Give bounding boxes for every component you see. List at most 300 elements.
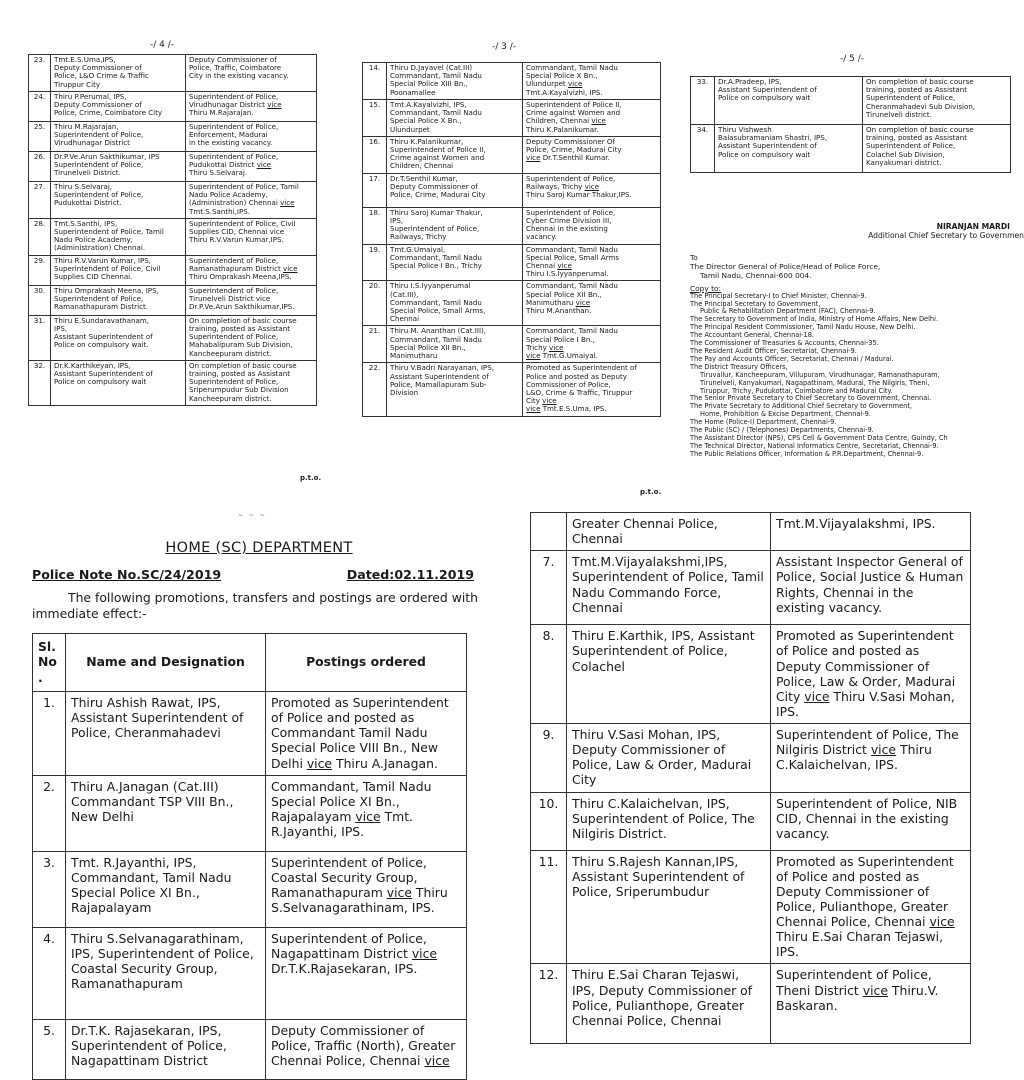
copy-to-item: The Accountant General, Chennai-18. — [690, 331, 814, 340]
name-designation-cell — [51, 91, 186, 121]
vice-word: vice — [280, 198, 295, 208]
cell-line: Commandant, Tamil Nadu — [526, 244, 618, 254]
posting-cell: Superintendent of Police, Nagapattinam District vice Dr.T.K.Rajasekaran, IPS. — [266, 927, 467, 1019]
cell-line: Thiru E.Sundaravathanam, — [54, 315, 149, 325]
table-row — [531, 513, 971, 551]
cell-line: On completion of basic course — [866, 77, 974, 86]
cell-line: Manimutharu vice — [526, 297, 591, 307]
copy-to-item: The Senior Private Secretary to Chief Secretary to Government, Chennai. — [690, 394, 932, 403]
cell-line: On completion of basic course — [866, 125, 974, 134]
cell-line: Police, Traffic, Coimbatore — [189, 63, 282, 73]
table-row — [29, 91, 317, 121]
name-designation-cell — [387, 207, 523, 244]
table-row — [29, 218, 317, 255]
cell-line: Superintendent of Police, Tamil — [54, 226, 164, 236]
serial-number-cell: 20. — [363, 281, 387, 326]
cell-line: Special Police, Small Arms — [526, 252, 620, 262]
posting-cell — [186, 255, 317, 285]
cell-line: Ulundurpet vice — [526, 79, 583, 89]
table-row — [29, 55, 317, 92]
cell-line: Deputy Commissioner of — [54, 100, 142, 110]
cell-line: Police, Crime, Coimbatore City — [54, 108, 163, 118]
page-1-panel — [28, 510, 490, 1068]
posting-cell: Promoted as Superintendent of Police and posted as Deputy Commissioner of Police, Law & Order, Madurai City vice Thiru V.Sasi Mohan, IPS. — [771, 625, 971, 724]
cell-line: Assistant Superintendent of — [54, 332, 153, 342]
table-row — [29, 360, 317, 405]
name-designation-cell — [51, 181, 186, 218]
cell-line: Special Police X Bn., — [390, 116, 462, 126]
page-number-label: -/ 4 /- — [150, 40, 175, 50]
serial-number-cell: 1. — [33, 692, 66, 776]
copy-to-item: The Assistant Director (NPS), CPS Cell & Government Data Centre, Guindy, Ch — [690, 433, 948, 442]
vice-word: vice — [862, 982, 888, 998]
name-designation-cell: Thiru V.Sasi Mohan, IPS, Deputy Commissioner of Police, Law & Order, Madurai City — [567, 724, 771, 793]
cell-line: Nadu Police Academy, — [54, 235, 133, 245]
serial-number-cell: 7. — [531, 551, 567, 625]
posting-cell — [186, 181, 317, 218]
posting-cell: Superintendent of Police, Coastal Security Group, Ramanathapuram vice Thiru S.Selvanagarathinam, IPS. — [266, 851, 467, 927]
table-row — [363, 173, 661, 207]
page-3-panel — [362, 42, 670, 500]
police-note-number: Police Note No.SC/24/2019 — [32, 567, 222, 582]
cell-line: Commandant, Tamil Nadu — [390, 71, 482, 81]
cell-line: Commandant, Tamil Nadu — [526, 281, 618, 291]
cell-line: Ramanathapuram District vice — [189, 263, 298, 273]
cell-line: Thiru P.Perumal, IPS, — [54, 91, 127, 101]
posting-cell: Promoted as Superintendent of Police and posted as Deputy Commissioner of Police, Pulianthope, Greater Chennai Police, Chennai vice Thiru E.Sai Charan Tejaswi, IPS. — [771, 850, 971, 964]
cell-line: Nadu Police Academy, — [189, 190, 268, 200]
cell-line: Children, Chennai vice — [526, 116, 606, 126]
table-row — [531, 551, 971, 625]
vice-word: vice — [549, 342, 564, 352]
signatory-name: NIRANJAN MARDI — [936, 222, 1010, 231]
cell-line: Deputy Commissioner of — [189, 55, 277, 64]
table-row — [29, 151, 317, 181]
cell-line: training, posted as Assistant — [866, 133, 968, 143]
orders-table-page-1 — [32, 633, 467, 1080]
cell-line: Police and posted as Deputy — [526, 371, 627, 381]
name-designation-cell: Thiru S.Rajesh Kannan,IPS, Assistant Superintendent of Police, Sriperumbudur — [567, 850, 771, 964]
cell-line: Deputy Commissioner Of — [526, 136, 615, 146]
cell-line: training, posted as Assistant — [189, 368, 291, 378]
table-row — [531, 850, 971, 964]
cell-line: Poonamallee — [390, 87, 436, 97]
serial-number-cell: 8. — [531, 625, 567, 724]
page-5-panel — [690, 54, 1024, 510]
cell-line: Enforcement, Madurai — [189, 130, 268, 140]
cell-line: Tmt.S.Santhi,IPS. — [189, 206, 251, 216]
posting-cell: Assistant Inspector General of Police, Social Justice & Human Rights, Chennai in the existing vacancy. — [771, 551, 971, 625]
vice-word: vice — [870, 742, 897, 758]
posting-cell — [523, 363, 661, 416]
cell-line: Deputy Commissioner of — [390, 181, 478, 191]
cell-line: Thiru M.Rajarajan. — [189, 108, 254, 118]
copy-to-item: Tiruppur, Trichy, Pudukottai, Coimbatore and Madurai City. — [700, 386, 893, 395]
col-sl-no: Sl. No. — [33, 634, 66, 692]
cell-line: Superintendent of Police, — [189, 255, 279, 265]
name-designation-cell: Thiru S.Selvanagarathinam, IPS, Superintendent of Police, Coastal Security Group, Ramanathapuram — [66, 927, 266, 1019]
name-designation-cell — [715, 77, 863, 125]
cell-line: Tiruppur City — [54, 79, 101, 89]
table-row — [29, 255, 317, 285]
vice-word: vice — [557, 260, 572, 270]
table-row — [691, 125, 1011, 173]
cell-line: Police, L&O Crime & Traffic — [54, 71, 149, 81]
copy-to-item: The Principal Secretary to Government, — [690, 299, 821, 308]
posting-cell: Promoted as Superintendent of Police and posted as Commandant Tamil Nadu Special Police VIII Bn., New Delhi vice Thiru A.Janagan. — [266, 692, 467, 776]
table-row — [691, 77, 1011, 125]
copy-to-item: The Public (SC) / (Telephones) Departments, Chennai-9. — [690, 426, 874, 435]
table-row — [363, 136, 661, 173]
serial-number-cell: 5. — [33, 1019, 66, 1079]
cell-line: (Cat.III), — [390, 289, 419, 299]
posting-cell — [186, 315, 317, 360]
posting-cell — [186, 91, 317, 121]
copy-to-item: The Principal Secretary-I to Chief Minister, Chennai-9. — [690, 291, 867, 300]
copy-to-item: The Secretary to Government of India, Ministry of Home Affairs, New Delhi. — [690, 315, 939, 324]
vice-word: vice — [575, 297, 591, 307]
col-name-designation: Name and Designation — [66, 634, 266, 692]
name-designation-cell — [387, 173, 523, 207]
name-designation-cell: Thiru A.Janagan (Cat.III) Commandant TSP VIII Bn., New Delhi — [66, 775, 266, 851]
cell-line: Thiru Omprakash Meena, IPS, — [54, 285, 159, 295]
posting-cell — [523, 173, 661, 207]
cell-line: Sriperumpudur Sub Division — [189, 385, 289, 395]
posting-cell: Deputy Commissioner of Police, Traffic (North), Greater Chennai Police, Chennai vice — [266, 1019, 467, 1079]
table-row — [33, 927, 467, 1019]
posting-cell — [186, 55, 317, 92]
cell-line: (Administration) Chennai vice — [189, 198, 295, 208]
cell-line: Tmt.E.S.Uma,IPS, — [54, 55, 116, 64]
vice-word: vice — [267, 100, 282, 110]
serial-number-cell: 10. — [531, 792, 567, 850]
copy-to-item: The District Treasury Officers, — [690, 362, 788, 371]
cell-line: Thiru M.Ananthan. — [526, 306, 592, 316]
name-designation-cell — [51, 285, 186, 315]
name-designation-cell — [51, 218, 186, 255]
copy-to-item: Tirunelveli, Kanyakumari, Nagapattinam, Madurai, The Nilgiris, Theni, — [700, 378, 930, 387]
vice-word: vice — [526, 404, 541, 414]
cell-line: Superintendent of Police, — [54, 293, 144, 303]
cell-line: Special Police, Small Arms, — [390, 306, 486, 316]
name-designation-cell: Dr.T.K. Rajasekaran, IPS, Superintendent of Police, Nagapattinam District — [66, 1019, 266, 1079]
cell-line: Railways, Trichy vice — [526, 181, 600, 191]
cell-line: Kancheepuram district. — [189, 393, 272, 403]
cell-line: Deputy Commissioner of — [54, 63, 142, 73]
cell-line: Tmt.G.Umaiyal, — [390, 244, 446, 254]
table-row — [363, 99, 661, 136]
serial-number-cell: 27. — [29, 181, 51, 218]
cell-line: Thiru Saroj Kumar Thakur,IPS. — [526, 190, 632, 200]
name-designation-cell — [387, 363, 523, 416]
page-number-label: -/ 3 /- — [492, 42, 517, 52]
cell-line: Police, Crime, Madurai City — [526, 144, 622, 154]
posting-cell — [523, 63, 661, 100]
copy-to-item: The Public Relations Officer, Information & P.R.Department, Chennai-9. — [690, 449, 924, 458]
serial-number-cell: 15. — [363, 99, 387, 136]
serial-number-cell: 30. — [29, 285, 51, 315]
vice-word: vice — [306, 755, 333, 771]
copy-to-item: The Pay and Accounts Officer, Secretariat, Chennai / Madurai. — [690, 354, 894, 363]
table-row — [33, 775, 467, 851]
page-2-panel — [530, 512, 1024, 1028]
posting-cell — [186, 121, 317, 151]
to-label: To — [690, 252, 698, 262]
serial-number-cell: 32. — [29, 360, 51, 405]
cell-line: Thiru Omprakash Meena,IPS. — [189, 272, 292, 282]
cell-line: Special Police I Bn., — [526, 334, 595, 344]
cell-line: Manimutharu — [390, 351, 438, 361]
table-row — [363, 281, 661, 326]
cell-line: Commissioner of Police, — [526, 379, 611, 389]
cell-line: Special Police X Bn., — [526, 71, 598, 81]
vice-word: vice — [567, 79, 583, 89]
orders-table-page-2 — [530, 512, 971, 1044]
serial-number-cell: 33. — [691, 77, 715, 125]
cell-line: Pudukottai District vice — [189, 160, 272, 170]
cell-line: Promoted as Superintendent of — [526, 363, 637, 373]
cell-line: Dr.K.Karthikeyan, IPS, — [54, 360, 131, 370]
cell-line: L&O, Crime & Traffic, Tiruppur — [526, 388, 633, 397]
table-row — [531, 792, 971, 850]
cell-line: Thiru K.Palanikumar. — [526, 124, 599, 134]
copy-to-list — [690, 293, 1024, 459]
cell-line: Commandant, Tamil Nadu — [526, 63, 618, 72]
signature-block — [690, 222, 1024, 459]
copy-to-item: Home, Prohibition & Excise Department, Chennai-9. — [700, 410, 871, 419]
name-designation-cell: Tmt.M.Vijayalakshmi,IPS, Superintendent of Police, Tamil Nadu Commando Force, Chennai — [567, 551, 771, 625]
table-row — [33, 692, 467, 776]
name-designation-cell — [387, 136, 523, 173]
cell-line: Tmt.S.Santhi, IPS, — [54, 218, 118, 228]
cell-line: Superintendent of Police II, — [526, 99, 622, 109]
cell-line: IPS, — [390, 215, 404, 225]
table-row — [531, 724, 971, 793]
cell-line: Supplies CID, Chennai vice — [189, 226, 285, 236]
table-row — [29, 181, 317, 218]
orders-table-page-5 — [690, 76, 1011, 173]
cell-line: Thiru Vishwesh — [718, 125, 772, 134]
cell-line: Kancheepuram district. — [189, 348, 272, 358]
cell-line: Commandant, Tamil Nadu — [390, 334, 482, 344]
serial-number-cell: 31. — [29, 315, 51, 360]
cell-line: Superintendent of Police, — [189, 377, 279, 387]
cell-line: Children, Chennai — [390, 161, 454, 171]
name-designation-cell — [715, 125, 863, 173]
cell-line: Virudhunagar District — [54, 138, 130, 148]
posting-cell — [863, 77, 1011, 125]
name-designation-cell — [51, 360, 186, 405]
posting-cell: Superintendent of Police, The Nilgiris District vice Thiru C.Kalaichelvan, IPS. — [771, 724, 971, 793]
addressee-line: The Director General of Police/Head of Police Force, — [690, 261, 881, 271]
cell-line: Colachel Sub Division, — [866, 149, 945, 159]
serial-number-cell: 21. — [363, 326, 387, 363]
vice-word: vice — [355, 808, 381, 824]
serial-number-cell: 23. — [29, 55, 51, 92]
vice-word: vice — [542, 396, 557, 406]
serial-number-cell: 9. — [531, 724, 567, 793]
cell-line: vacancy. — [526, 232, 557, 242]
posting-cell — [863, 125, 1011, 173]
posting-cell — [523, 99, 661, 136]
cell-line: Railways, Trichy — [390, 232, 447, 242]
name-designation-cell — [51, 121, 186, 151]
name-designation-cell — [387, 326, 523, 363]
addressee-lines — [690, 262, 1024, 280]
name-designation-cell — [387, 244, 523, 281]
table-row — [363, 363, 661, 416]
posting-cell: Superintendent of Police, Theni District vice Thiru.V. Baskaran. — [771, 964, 971, 1044]
cell-line: Police on compulsory wait — [54, 377, 147, 387]
name-designation-cell: Thiru Ashish Rawat, IPS, Assistant Superintendent of Police, Cheranmahadevi — [66, 692, 266, 776]
cell-line: Superintendent of Police, — [189, 332, 279, 342]
posting-cell — [523, 244, 661, 281]
table-row — [363, 244, 661, 281]
cell-line: IPS, — [54, 323, 68, 333]
serial-number-cell: 16. — [363, 136, 387, 173]
vice-word: vice — [283, 263, 298, 273]
cell-line: Police on compulsory wait — [718, 93, 811, 103]
cell-line: Thiru K.Palanikumar, — [390, 136, 464, 146]
cell-line: Commandant, Tamil Nadu — [390, 108, 482, 118]
orders-table-page-3 — [362, 62, 661, 417]
cell-line: vice Tmt.E.S.Uma, IPS. — [526, 404, 607, 414]
cell-line: Superintendent of Police, — [866, 141, 956, 151]
copy-to-item: The Private Secretary to Additional Chief Secretary to Government, — [690, 402, 913, 411]
serial-number-cell: 17. — [363, 173, 387, 207]
cell-line: Police on compulsory wait. — [54, 340, 149, 350]
cell-line: Assistant Superintendent of — [718, 85, 817, 95]
cell-line: Thiru S.Selvaraj, — [54, 181, 113, 191]
copy-to-label: Copy to: — [690, 283, 722, 293]
cell-line: Chennai — [390, 314, 420, 324]
cell-line: Thiru M.Rajarajan, — [54, 121, 119, 131]
cell-line: Division — [390, 388, 419, 397]
name-designation-cell — [387, 99, 523, 136]
table-row — [363, 63, 661, 100]
cell-line: Virudhunagar District vice — [189, 100, 282, 110]
table-row — [363, 207, 661, 244]
cell-line: Special Police XIII Bn., — [390, 79, 468, 89]
cell-line: Superintendent of Police, — [189, 151, 279, 161]
cell-line: in the existing vacancy. — [189, 138, 273, 148]
emblem: ~ ~ ~ — [238, 512, 267, 519]
cell-line: vice Dr.T.Senthil Kumar. — [526, 153, 610, 163]
serial-number-cell: 19. — [363, 244, 387, 281]
serial-number-cell: 24. — [29, 91, 51, 121]
posting-cell — [523, 207, 661, 244]
vice-word: vice — [411, 945, 438, 961]
name-designation-cell — [387, 63, 523, 100]
serial-number-cell: 11. — [531, 850, 567, 964]
cell-line: Cyber Crime Division III, — [526, 215, 612, 225]
cell-line: Special Police XII Bn., — [526, 289, 602, 299]
orders-table-page-4 — [28, 54, 317, 406]
serial-number-cell: 4. — [33, 927, 66, 1019]
cell-line: Pudukottai District. — [54, 198, 122, 208]
cell-line: Superintendent of Police, — [390, 224, 480, 234]
copy-to-item: Tiruvallur, Kancheepuram, Villupuram, Virudhunagar, Ramanathapuram, — [700, 370, 940, 379]
cell-line: Crime against Women and — [390, 153, 485, 163]
cell-line: Assistant Superintendent of — [390, 371, 489, 381]
cell-line: Commandant, Tamil Nadu — [390, 297, 482, 307]
posting-cell — [523, 281, 661, 326]
cell-line: vice Tmt.G.Umaiyal. — [526, 351, 598, 361]
table-row — [33, 851, 467, 927]
cell-line: Dr.T.Senthil Kumar, — [390, 173, 458, 183]
cell-line: Special Police XII Bn., — [390, 342, 466, 352]
posting-cell — [186, 285, 317, 315]
vice-word: vice — [526, 153, 541, 163]
cell-line: Chennai vice — [526, 260, 572, 270]
cell-line: Kanyakumari district. — [866, 157, 942, 167]
cell-line: Dr.P.Ve.Arun Sakthikumar,IPS. — [189, 302, 295, 312]
name-designation-cell: Thiru C.Kalaichelvan, IPS, Superintendent of Police, The Nilgiris District. — [567, 792, 771, 850]
serial-number-cell: 2. — [33, 775, 66, 851]
vice-word: vice — [386, 884, 412, 900]
serial-number-cell: 25. — [29, 121, 51, 151]
table-row — [33, 1019, 467, 1079]
addressee-line: Tamil Nadu, Chennai-600 004. — [700, 270, 812, 280]
posting-cell: Superintendent of Police, NIB CID, Chennai in the existing vacancy. — [771, 792, 971, 850]
department-title: HOME (SC) DEPARTMENT — [165, 540, 353, 556]
cell-line: Balasubramaniam Shastri, IPS, — [718, 133, 828, 143]
serial-number-cell — [531, 513, 567, 551]
table-row — [531, 964, 971, 1044]
table-row — [29, 121, 317, 151]
cell-line: Tmt.A.Kayalvizhi, IPS. — [526, 87, 603, 97]
posting-cell — [186, 151, 317, 181]
name-designation-cell: Greater Chennai Police, Chennai — [567, 513, 771, 551]
cell-line: Superintendent of Police, — [54, 160, 144, 170]
posting-cell — [186, 360, 317, 405]
page-number-label: -/ 5 /- — [840, 54, 865, 64]
cell-line: Assistant Superintendent of — [718, 141, 817, 151]
cell-line: Trichy vice — [526, 342, 564, 352]
col-postings-ordered: Postings ordered — [266, 634, 467, 692]
serial-number-cell: 14. — [363, 63, 387, 100]
cell-line: Superintendent of Police, — [54, 130, 144, 140]
cell-line: Superintendent of Police, — [526, 207, 616, 217]
note-date: Dated:02.11.2019 — [346, 567, 474, 582]
vice-word: vice — [804, 688, 830, 704]
posting-cell: Commandant, Tamil Nadu Special Police XI Bn., Rajapalayam vice Tmt. R.Jayanthi, IPS. — [266, 775, 467, 851]
cell-line: Dr.A.Pradeep, IPS, — [718, 77, 782, 86]
pto-label: p.t.o. — [640, 488, 662, 496]
cell-line: Thiru Saroj Kumar Thakur, — [390, 207, 483, 217]
serial-number-cell: 29. — [29, 255, 51, 285]
cell-line: Thiru I.S.Iyyanperumal — [390, 281, 471, 291]
vice-word: vice — [929, 914, 955, 929]
cell-line: City in the existing vacancy. — [189, 71, 289, 81]
vice-word: vice — [526, 351, 541, 361]
cell-line: training, posted as Assistant — [189, 323, 291, 333]
cell-line: Mahabalipuram Sub Division, — [189, 340, 293, 350]
cell-line: Assistant Superintendent of — [54, 368, 153, 378]
serial-number-cell: 28. — [29, 218, 51, 255]
cell-line: Superintendent of Police, — [189, 285, 279, 295]
copy-to-item: Public & Rehabilitation Department (FAC), Chennai-9. — [700, 307, 876, 316]
cell-line: Dr.P.Ve.Arun Sakthikumar, IPS — [54, 151, 160, 161]
serial-number-cell: 22. — [363, 363, 387, 416]
vice-word: vice — [591, 116, 606, 126]
cell-line: Thiru D.Jayavel (Cat.III) — [390, 63, 473, 72]
cell-line: Tirunelveli District vice — [189, 293, 271, 303]
cell-line: Chennai in the existing — [526, 224, 608, 234]
cell-line: Superintendent of Police II, — [390, 144, 486, 154]
name-designation-cell — [387, 281, 523, 326]
posting-cell: Tmt.M.Vijayalakshmi, IPS. — [771, 513, 971, 551]
